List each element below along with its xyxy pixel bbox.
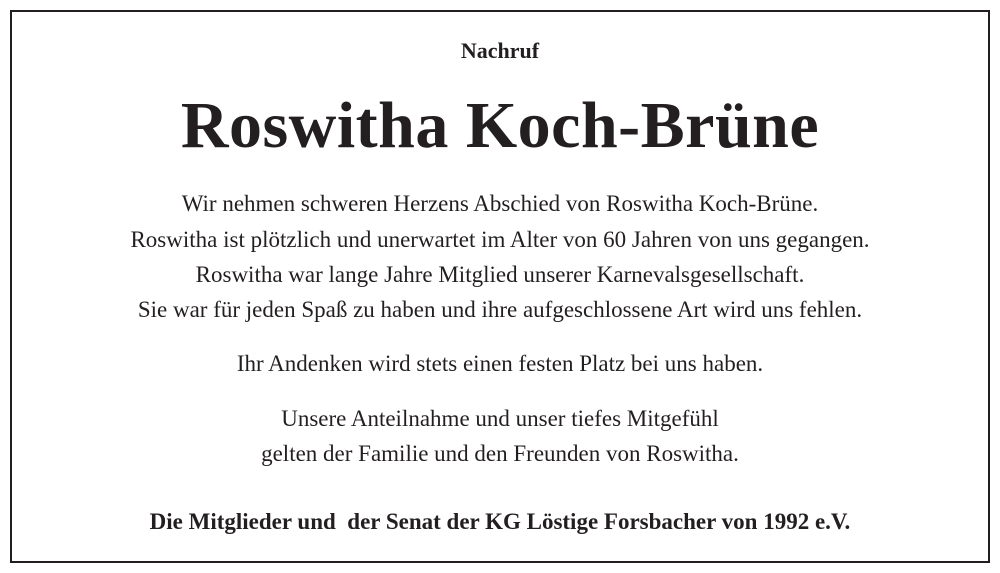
paragraph-1-line-3: Roswitha war lange Jahre Mitglied unserer Karnevalsgesellschaft. bbox=[195, 262, 805, 287]
paragraph-1-line-4: Sie war für jeden Spaß zu haben und ihre aufgeschlossene Art wird uns fehlen. bbox=[137, 297, 863, 322]
paragraph-2-line-1: Ihr Andenken wird stets einen festen Platz bei uns haben. bbox=[236, 351, 764, 376]
paragraph-3-line-1: Unsere Anteilnahme und unser tiefes Mitgefühl bbox=[281, 406, 719, 431]
paragraph-1-line-2: Roswitha ist plötzlich und unerwartet im Alter von 60 Jahren von uns gegangen. bbox=[130, 227, 870, 252]
paragraph-3-line-2: gelten der Familie und den Freunden von Roswitha. bbox=[261, 441, 739, 466]
paragraph-1-line-1: Wir nehmen schweren Herzens Abschied von Roswitha Koch-Brüne. bbox=[181, 191, 819, 216]
deceased-name: Roswitha Koch-Brüne bbox=[180, 89, 820, 162]
notice-kicker: Nachruf bbox=[460, 38, 540, 63]
signature-line: Die Mitglieder und der Senat der KG Löstige Forsbacher von 1992 e.V. bbox=[149, 509, 851, 534]
